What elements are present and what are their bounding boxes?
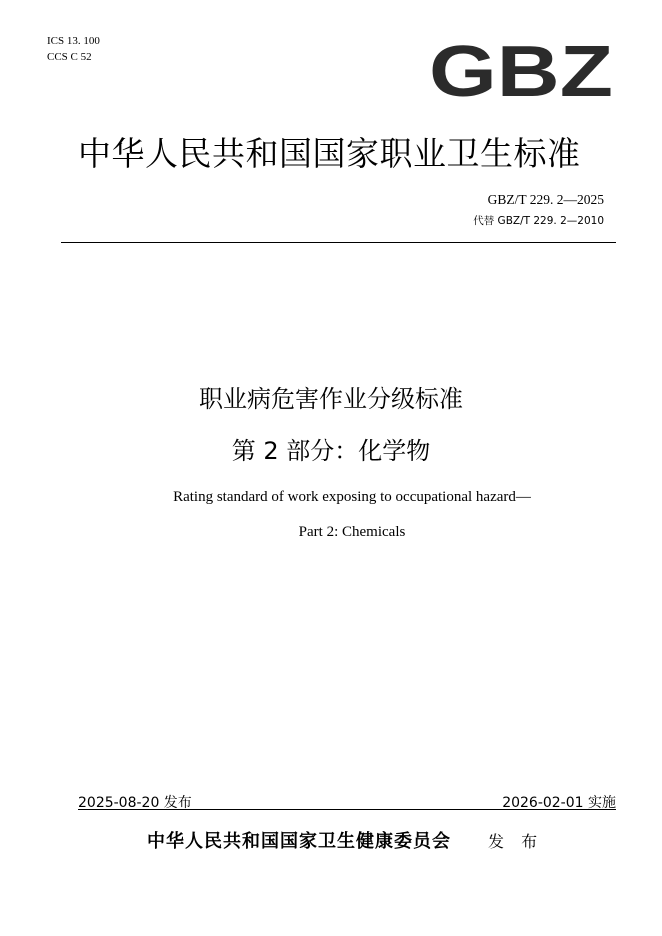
gbz-logo — [428, 42, 614, 98]
standard-number: GBZ/T 229. 2—2025 — [487, 192, 604, 207]
replaces-standard: 代替 GBZ/T 229. 2—2010 — [473, 215, 604, 227]
classification-codes — [47, 33, 100, 65]
ics-code: ICS 13. 100 — [47, 35, 100, 47]
standard-category-title: 中华人民共和国国家职业卫生标准 — [78, 134, 581, 173]
ccs-code: CCS C 52 — [47, 51, 92, 63]
document-subtitle-en: Part 2: Chemicals — [298, 524, 406, 540]
header-divider — [61, 242, 616, 243]
document-title-en: Rating standard of work exposing to occupational hazard— — [173, 489, 531, 505]
issuing-authority: 中华人民共和国国家卫生健康委员会 — [147, 831, 451, 852]
logo-lettering: GBZ — [429, 42, 613, 98]
document-subtitle-cn: 第 2 部分：化学物 — [231, 437, 431, 465]
issue-label: 发 布 — [488, 832, 544, 851]
effective-date: 2026-02-01 实施 — [502, 795, 616, 811]
footer-divider — [78, 809, 616, 810]
document-title-cn: 职业病危害作业分级标准 — [199, 385, 463, 413]
publish-date: 2025-08-20 发布 — [78, 795, 192, 811]
